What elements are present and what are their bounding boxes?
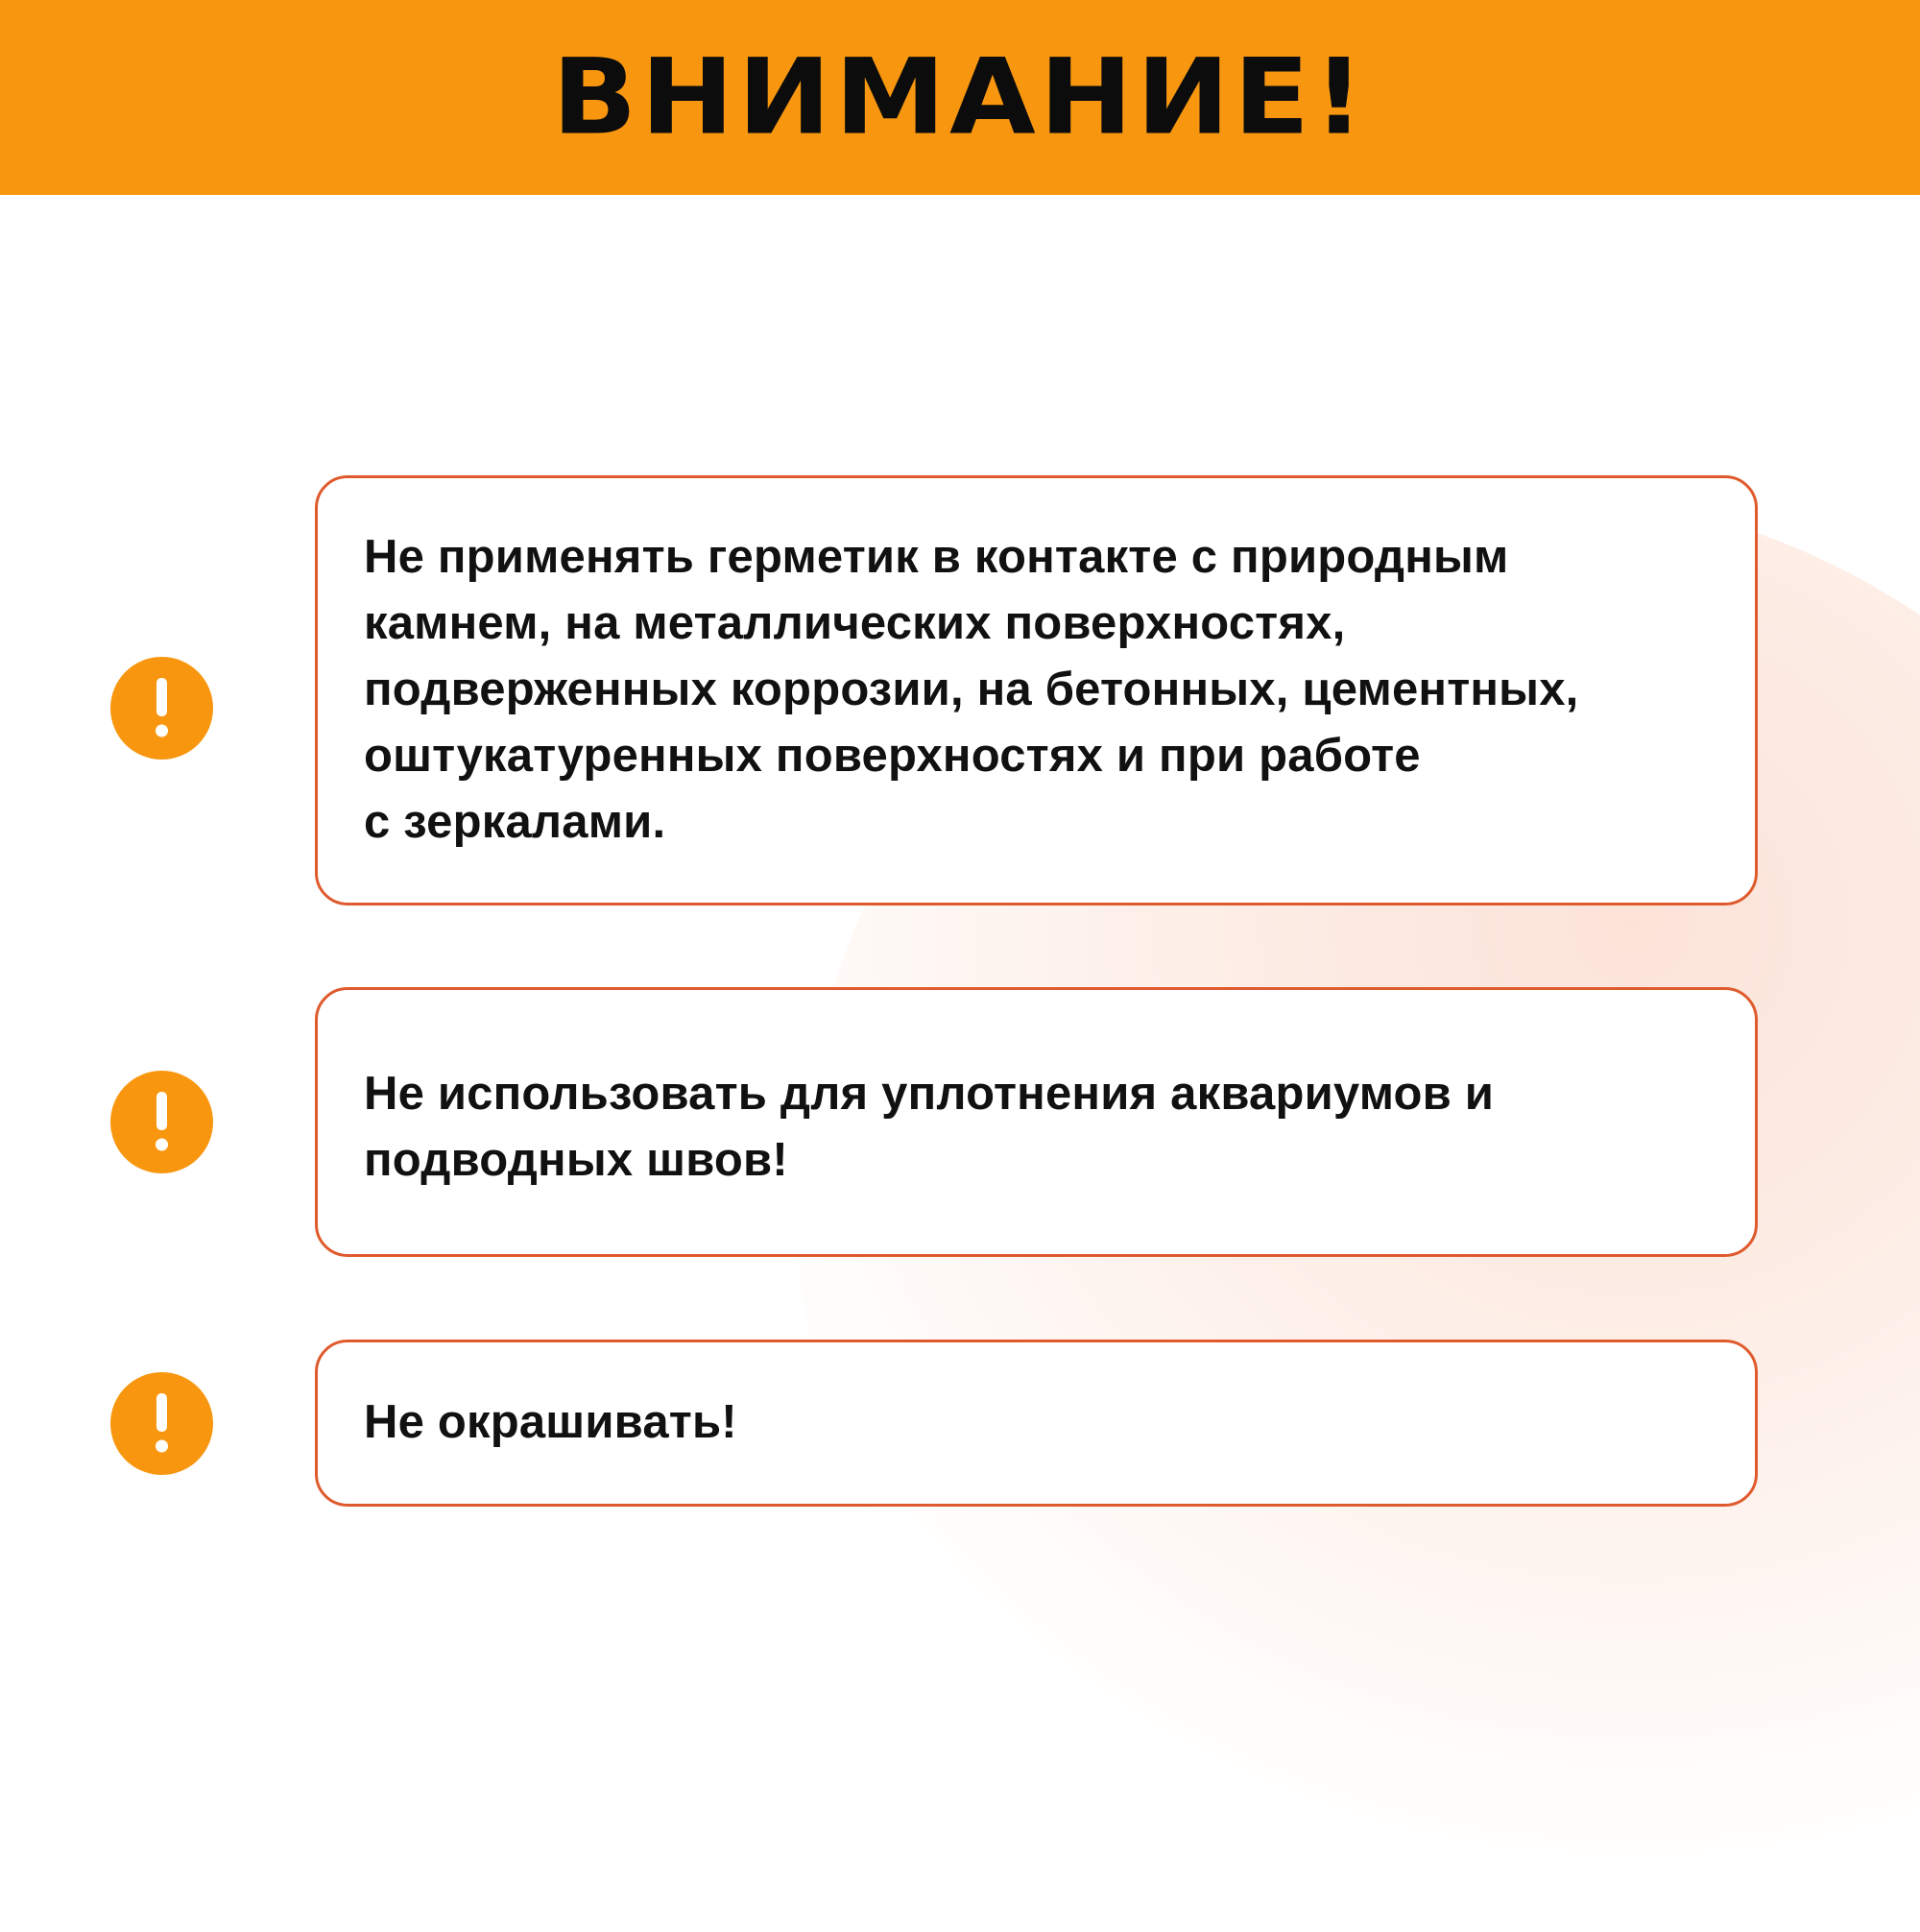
page-title: ВНИМАНИЕ!: [551, 36, 1369, 158]
warning-text: Не окрашивать!: [364, 1396, 737, 1448]
warning-card-stone-metal-concrete: [315, 475, 1758, 906]
header-banner: [0, 0, 1920, 195]
exclamation-icon: [110, 1372, 213, 1475]
warning-text: Не использовать для уплотнения аквариумов и подводных швов!: [364, 1068, 1495, 1186]
warning-card-aquariums: [315, 987, 1758, 1257]
warning-text: Не применять герметик в контакте с природным камнем, на металлических поверхностях, подверженных коррозии, на бетонных, цементных, оштукатуренных поверхностях и при работе с зеркалами.: [364, 531, 1579, 848]
exclamation-icon: [110, 1071, 213, 1173]
warning-card-no-painting: [315, 1340, 1758, 1507]
exclamation-icon: [110, 657, 213, 760]
